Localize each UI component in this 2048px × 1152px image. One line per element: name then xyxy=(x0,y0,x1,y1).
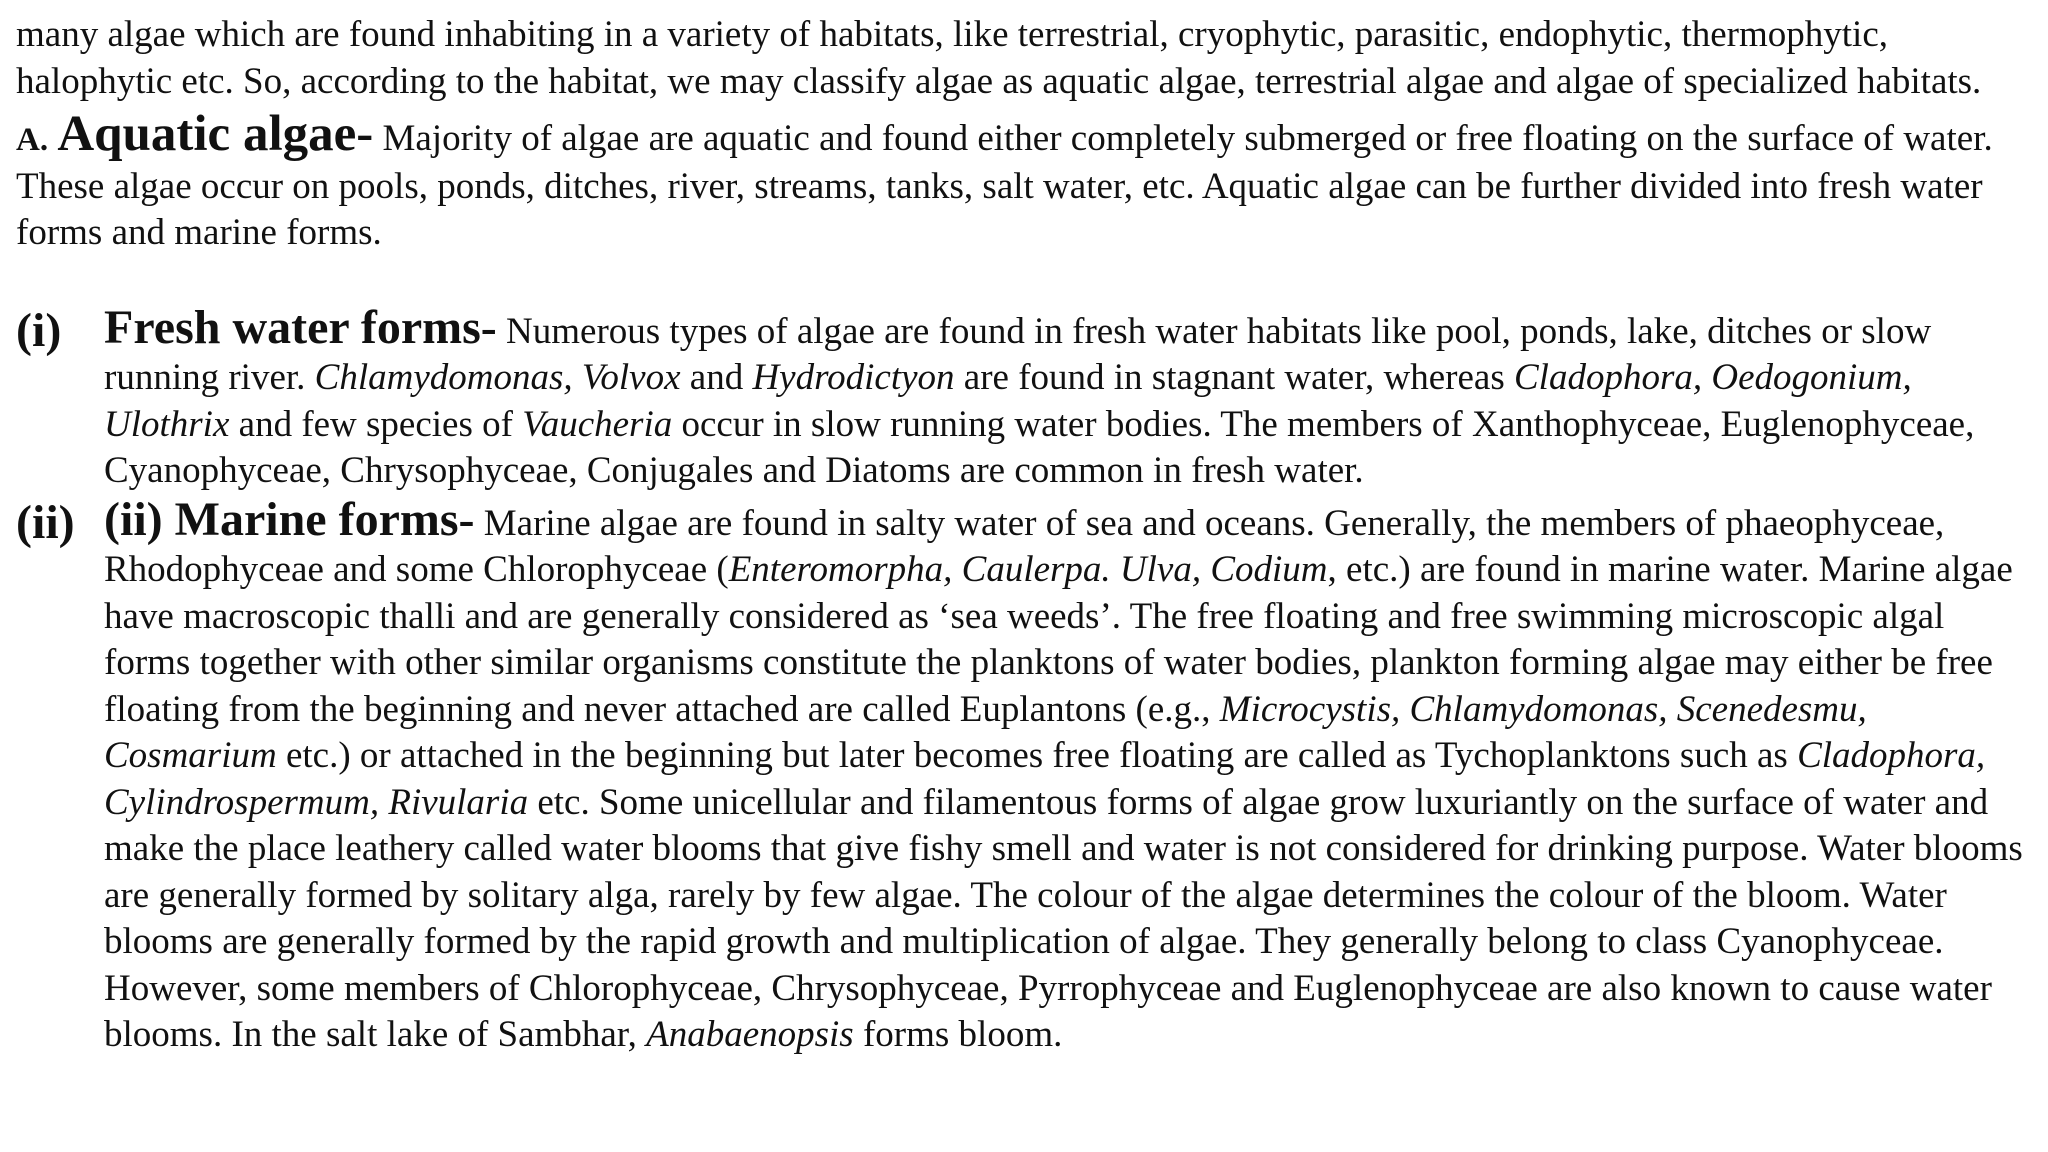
fresh-water-heading: Fresh water forms- xyxy=(104,300,497,354)
intro-paragraph xyxy=(16,12,2026,105)
list-marker-i: (i) xyxy=(16,303,62,357)
fresh-water-species-1: Chlamydomonas, Volvox xyxy=(314,357,681,398)
section-a-heading: Aquatic algae- xyxy=(57,106,374,162)
fresh-water-text-4: and few species of xyxy=(229,403,523,445)
list-body-fresh-water xyxy=(104,300,2026,495)
fresh-water-text-2: and xyxy=(680,357,753,398)
marine-text-1: Marine algae are found in salty water of sea and oceans. Generally, the members of phaeophyceae, Rhodophyceae and some Chlorophyceae ( xyxy=(104,502,1945,590)
fresh-water-text-5: occur in slow running water bodies. The members of Xanthophyceae, Euglenophyceae, Cyanophyceae, Chrysophyceae, Conjugales and Diatoms are common in fresh water. xyxy=(104,403,1975,491)
marine-species-2: Microcystis, Chlamydomonas, Scenedesmu, Cosmarium xyxy=(104,688,1867,776)
list-item-marine xyxy=(16,492,2026,1059)
marine-text-5: forms bloom. xyxy=(853,1014,1063,1055)
marine-heading: (ii) Marine forms- xyxy=(104,492,475,546)
marine-species-4: Anabaenopsis xyxy=(646,1014,854,1055)
paragraph-gap xyxy=(16,257,2026,305)
list-body-marine xyxy=(104,492,2026,1059)
marine-text-4: etc. Some unicellular and filamentous forms of algae grow luxuriantly on the surface of water and make the place leathery called water blooms that give fishy smell and water is not considered for drinking purpose. Water blooms are generally formed by solitary alga, rarely by few algae. The colour of the algae determines the colour of the bloom. Water blooms are generally formed by the rapid growth and multiplication of algae. They generally belong to class Cyanophyceae. However, some members of Chlorophyceae, Chrysophyceae, Pyrrophyceae and Euglenophyceae are also known to cause water blooms. In the salt lake of Sambhar, xyxy=(104,781,2023,1055)
section-a-body: Majority of algae are aquatic and found either completely submerged or free floating on the surface of water. These algae occur on pools, ponds, ditches, river, streams, tanks, salt water, etc. Aquatic algae can be further divided into fresh water forms and marine forms. xyxy=(16,118,1993,253)
marine-text-3: etc.) or attached in the beginning but later becomes free floating are called as Tychoplanktons such as xyxy=(276,735,1798,776)
section-a-paragraph xyxy=(16,106,2026,257)
fresh-water-species-4: Vaucheria xyxy=(522,403,673,445)
list-marker-ii: (ii) xyxy=(16,495,75,549)
marine-species-1: Enteromorpha, Caulerpa. Ulva, Codium xyxy=(728,549,1328,590)
list-item-fresh-water xyxy=(16,300,2026,495)
fresh-water-species-2: Hydrodictyon xyxy=(752,357,955,398)
intro-text: many algae which are found inhabiting in a variety of habitats, like terrestrial, cryophytic, parasitic, endophytic, thermophytic, halophytic etc. So, according to the habitat, we may classify algae as aquatic algae, terrestrial algae and algae of specialized habitats. xyxy=(16,14,1982,102)
marine-species-3: Cladophora, Cylindrospermum, Rivularia xyxy=(104,735,1986,823)
fresh-water-species-3: Cladophora, Oedogonium, Ulothrix xyxy=(104,357,1912,445)
marine-text-2: , etc.) are found in marine water. Marine algae have macroscopic thalli and are generally considered as ‘sea weeds’. The free floating and free swimming microscopic algal forms together with other similar organisms constitute the planktons of water bodies, plankton forming algae may either be free floating from the beginning and never attached are called Euplantons (e.g., xyxy=(104,549,2013,730)
fresh-water-text-1: Numerous types of algae are found in fresh water habitats like pool, ponds, lake, ditches or slow running river. xyxy=(104,310,1932,398)
fresh-water-text-3: are found in stagnant water, whereas xyxy=(954,357,1514,398)
section-a-letter: A. xyxy=(16,122,49,158)
